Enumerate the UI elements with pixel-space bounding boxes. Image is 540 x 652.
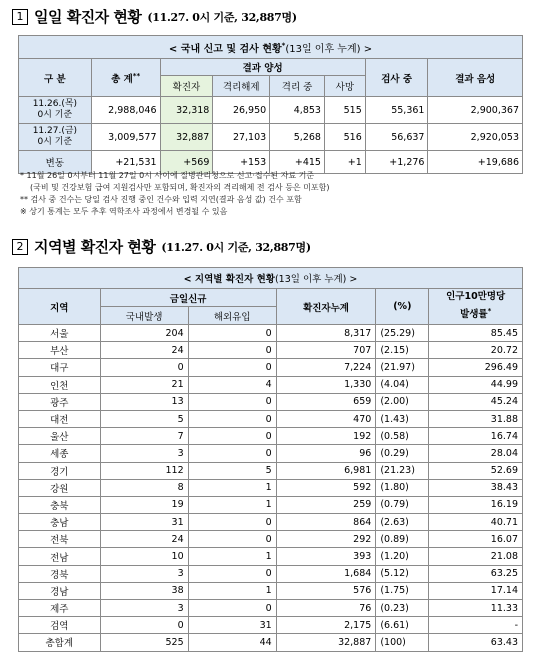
cell-rate: 40.71	[429, 514, 523, 531]
cell-region: 충남	[19, 514, 101, 531]
header-percent: (%)	[376, 289, 429, 325]
cell-total: 2,988,046	[91, 97, 160, 124]
cell-cumulative: 32,887	[276, 634, 376, 651]
cell-released: 27,103	[213, 124, 270, 151]
header-confirmed: 확진자	[160, 76, 213, 97]
cell-percent: (21.97)	[376, 359, 429, 376]
table-row	[19, 124, 523, 151]
cell-imported: 0	[188, 531, 276, 548]
header-negative: 결과 음성	[428, 59, 523, 97]
cell-cumulative: 96	[276, 445, 376, 462]
table1-caption-text: < 국내 신고 및 검사 현황	[168, 43, 282, 55]
cell-imported: 0	[188, 514, 276, 531]
table-row	[19, 393, 523, 410]
row-label	[19, 124, 92, 151]
section2-title	[12, 236, 311, 257]
cell-percent: (0.58)	[376, 428, 429, 445]
table2-caption	[19, 268, 523, 289]
table-row	[19, 582, 523, 599]
cell-imported: 4	[188, 376, 276, 393]
table-row	[19, 97, 523, 124]
section2-heading: 지역별 확진자 현황	[34, 238, 156, 256]
cell-cumulative: 576	[276, 582, 376, 599]
header-rate-line2: 발생률	[460, 309, 488, 321]
header-total	[91, 59, 160, 97]
cell-confirmed: 32,887	[160, 124, 213, 151]
cell-negative: 2,920,053	[428, 124, 523, 151]
cell-domestic: 112	[100, 462, 188, 479]
cell-region: 울산	[19, 428, 101, 445]
cell-region: 세종	[19, 445, 101, 462]
cell-percent: (1.43)	[376, 410, 429, 427]
header-rate-sup: *	[487, 307, 492, 316]
cell-deaths: +1	[324, 151, 365, 174]
cell-rate: 52.69	[429, 462, 523, 479]
cell-testing: 55,361	[365, 97, 428, 124]
header-released: 격리해제	[213, 76, 270, 97]
cell-imported: 44	[188, 634, 276, 651]
cell-domestic: 0	[100, 359, 188, 376]
cell-released: 26,950	[213, 97, 270, 124]
cell-rate: 16.74	[429, 428, 523, 445]
cell-imported: 1	[188, 479, 276, 496]
table-row	[19, 462, 523, 479]
table-row	[19, 445, 523, 462]
header-testing: 검사 중	[365, 59, 428, 97]
cell-rate: 296.49	[429, 359, 523, 376]
table-row	[19, 428, 523, 445]
cell-rate: 85.45	[429, 325, 523, 342]
cell-rate: 17.14	[429, 582, 523, 599]
cell-domestic: 7	[100, 428, 188, 445]
row-label-line2: 0시 기준	[37, 110, 73, 120]
header-isolating: 격리 중	[270, 76, 325, 97]
section2-subtitle: (11.27. 0시 기준, 32,887명)	[161, 240, 311, 254]
section1-title	[12, 6, 297, 27]
table-row	[19, 376, 523, 393]
cell-domestic: 31	[100, 514, 188, 531]
cell-cumulative: 259	[276, 496, 376, 513]
row-label-line2: 0시 기준	[37, 137, 73, 147]
table-row	[19, 565, 523, 582]
cell-percent: (0.79)	[376, 496, 429, 513]
cell-imported: 0	[188, 428, 276, 445]
cell-imported: 0	[188, 565, 276, 582]
table-row	[19, 479, 523, 496]
cell-total: +21,531	[91, 151, 160, 174]
cell-rate: 21.08	[429, 548, 523, 565]
row-label-line1: 11.26.(목)	[32, 99, 78, 109]
cell-rate: 63.25	[429, 565, 523, 582]
cell-domestic: 21	[100, 376, 188, 393]
table2-caption-text: < 지역별 확진자 현황	[183, 274, 275, 285]
cell-testing: 56,637	[365, 124, 428, 151]
cell-rate: 20.72	[429, 342, 523, 359]
note-1: * 11월 26일 0시부터 11월 27일 0시 사이에 질병관리청으로 신고·접수된 자료 기준	[20, 171, 315, 180]
cell-domestic: 3	[100, 445, 188, 462]
cell-cumulative: 470	[276, 410, 376, 427]
cell-isolating: 4,853	[270, 97, 325, 124]
cell-percent: (5.12)	[376, 565, 429, 582]
cell-percent: (25.29)	[376, 325, 429, 342]
cell-domestic: 0	[100, 617, 188, 634]
cell-region: 전남	[19, 548, 101, 565]
cell-imported: 1	[188, 548, 276, 565]
cell-imported: 1	[188, 582, 276, 599]
row-label	[19, 97, 92, 124]
cell-region: 경기	[19, 462, 101, 479]
cell-region: 강원	[19, 479, 101, 496]
cell-imported: 0	[188, 342, 276, 359]
header-result-positive: 결과 양성	[160, 59, 365, 76]
table-row	[19, 617, 523, 634]
cell-percent: (6.61)	[376, 617, 429, 634]
cell-percent: (2.63)	[376, 514, 429, 531]
header-cumulative: 확진자누계	[276, 289, 376, 325]
cell-percent: (21.23)	[376, 462, 429, 479]
cell-percent: (2.00)	[376, 393, 429, 410]
cell-domestic: 5	[100, 410, 188, 427]
regional-table-body	[19, 325, 523, 652]
cell-percent: (1.20)	[376, 548, 429, 565]
cell-testing: +1,276	[365, 151, 428, 174]
cell-region: 서울	[19, 325, 101, 342]
cell-region: 대구	[19, 359, 101, 376]
cell-region: 충북	[19, 496, 101, 513]
cell-region: 인천	[19, 376, 101, 393]
cell-percent: (100)	[376, 634, 429, 651]
header-total-sup: **	[132, 71, 141, 80]
cell-region: 검역	[19, 617, 101, 634]
row-label-line1: 11.27.(금)	[32, 126, 78, 136]
cell-cumulative: 864	[276, 514, 376, 531]
table-row	[19, 514, 523, 531]
national-report-table	[18, 35, 523, 174]
cell-rate: 38.43	[429, 479, 523, 496]
cell-cumulative: 1,684	[276, 565, 376, 582]
note-3: ** 검사 중 건수는 당일 검사 진행 중인 건수와 입력 지연(결과 음성 값) 건수 포함	[20, 195, 302, 204]
header-rate	[429, 289, 523, 325]
table-row	[19, 342, 523, 359]
cell-cumulative: 8,317	[276, 325, 376, 342]
table2-caption-tail: (13일 이후 누계) >	[274, 274, 358, 285]
cell-region: 전북	[19, 531, 101, 548]
cell-confirmed: +569	[160, 151, 213, 174]
cell-rate: 31.88	[429, 410, 523, 427]
cell-region: 제주	[19, 600, 101, 617]
cell-imported: 1	[188, 496, 276, 513]
cell-imported: 0	[188, 325, 276, 342]
cell-cumulative: 707	[276, 342, 376, 359]
table-row	[19, 496, 523, 513]
cell-imported: 0	[188, 393, 276, 410]
cell-percent: (0.29)	[376, 445, 429, 462]
cell-domestic: 10	[100, 548, 188, 565]
cell-isolating: +415	[270, 151, 325, 174]
cell-rate: 45.24	[429, 393, 523, 410]
cell-domestic: 3	[100, 565, 188, 582]
table1-caption	[19, 36, 523, 59]
cell-domestic: 13	[100, 393, 188, 410]
header-domestic: 국내발생	[100, 307, 188, 325]
cell-cumulative: 6,981	[276, 462, 376, 479]
cell-region: 대전	[19, 410, 101, 427]
cell-percent: (1.75)	[376, 582, 429, 599]
cell-domestic: 204	[100, 325, 188, 342]
cell-confirmed: 32,318	[160, 97, 213, 124]
cell-cumulative: 1,330	[276, 376, 376, 393]
cell-cumulative: 592	[276, 479, 376, 496]
row-label-change: 변동	[19, 151, 92, 174]
cell-domestic: 8	[100, 479, 188, 496]
cell-region: 경남	[19, 582, 101, 599]
cell-domestic: 24	[100, 342, 188, 359]
cell-region: 총합계	[19, 634, 101, 651]
cell-cumulative: 192	[276, 428, 376, 445]
cell-region: 광주	[19, 393, 101, 410]
cell-percent: (0.89)	[376, 531, 429, 548]
table-row	[19, 359, 523, 376]
cell-isolating: 5,268	[270, 124, 325, 151]
table1-caption-tail: (13일 이후 누계) >	[285, 43, 373, 55]
cell-cumulative: 7,224	[276, 359, 376, 376]
cell-rate: -	[429, 617, 523, 634]
cell-domestic: 3	[100, 600, 188, 617]
regional-table	[18, 267, 523, 652]
cell-imported: 0	[188, 445, 276, 462]
cell-imported: 0	[188, 359, 276, 376]
section2-number: 2	[12, 239, 28, 255]
cell-cumulative: 2,175	[276, 617, 376, 634]
cell-region: 부산	[19, 342, 101, 359]
note-2: (국비 및 건강보험 급여 지원검사만 포함되며, 확진자의 격리해제 전 검사 등은 미포함)	[30, 183, 330, 192]
section1-subtitle: (11.27. 0시 기준, 32,887명)	[147, 10, 297, 24]
cell-cumulative: 659	[276, 393, 376, 410]
cell-imported: 0	[188, 410, 276, 427]
cell-region: 경북	[19, 565, 101, 582]
header-today: 금일신규	[100, 289, 276, 307]
cell-imported: 0	[188, 600, 276, 617]
table-row	[19, 410, 523, 427]
table-row	[19, 634, 523, 651]
header-region: 지역	[19, 289, 101, 325]
cell-rate: 16.07	[429, 531, 523, 548]
cell-deaths: 515	[324, 97, 365, 124]
table-row	[19, 325, 523, 342]
cell-domestic: 19	[100, 496, 188, 513]
header-deaths: 사망	[324, 76, 365, 97]
cell-cumulative: 393	[276, 548, 376, 565]
cell-domestic: 38	[100, 582, 188, 599]
cell-total: 3,009,577	[91, 124, 160, 151]
cell-rate: 63.43	[429, 634, 523, 651]
header-imported: 해외유입	[188, 307, 276, 325]
cell-rate: 28.04	[429, 445, 523, 462]
cell-domestic: 24	[100, 531, 188, 548]
table1-caption-sup: *	[281, 41, 286, 50]
cell-cumulative: 76	[276, 600, 376, 617]
table-row	[19, 531, 523, 548]
cell-imported: 31	[188, 617, 276, 634]
header-total-text: 총 계	[111, 73, 133, 85]
note-4: ※ 상기 통계는 모두 추후 역학조사 과정에서 변경될 수 있음	[20, 207, 228, 216]
cell-imported: 5	[188, 462, 276, 479]
section1-heading: 일일 확진자 현황	[34, 8, 142, 26]
cell-cumulative: 292	[276, 531, 376, 548]
cell-negative: 2,900,367	[428, 97, 523, 124]
cell-percent: (0.23)	[376, 600, 429, 617]
table-row	[19, 548, 523, 565]
cell-negative: +19,686	[428, 151, 523, 174]
cell-released: +153	[213, 151, 270, 174]
section1-number: 1	[12, 9, 28, 25]
header-rate-line1: 인구10만명당	[446, 291, 506, 303]
cell-percent: (2.15)	[376, 342, 429, 359]
cell-domestic: 525	[100, 634, 188, 651]
table-row	[19, 600, 523, 617]
cell-rate: 16.19	[429, 496, 523, 513]
header-category: 구 분	[19, 59, 92, 97]
cell-rate: 44.99	[429, 376, 523, 393]
cell-rate: 11.33	[429, 600, 523, 617]
cell-percent: (4.04)	[376, 376, 429, 393]
cell-percent: (1.80)	[376, 479, 429, 496]
cell-deaths: 516	[324, 124, 365, 151]
